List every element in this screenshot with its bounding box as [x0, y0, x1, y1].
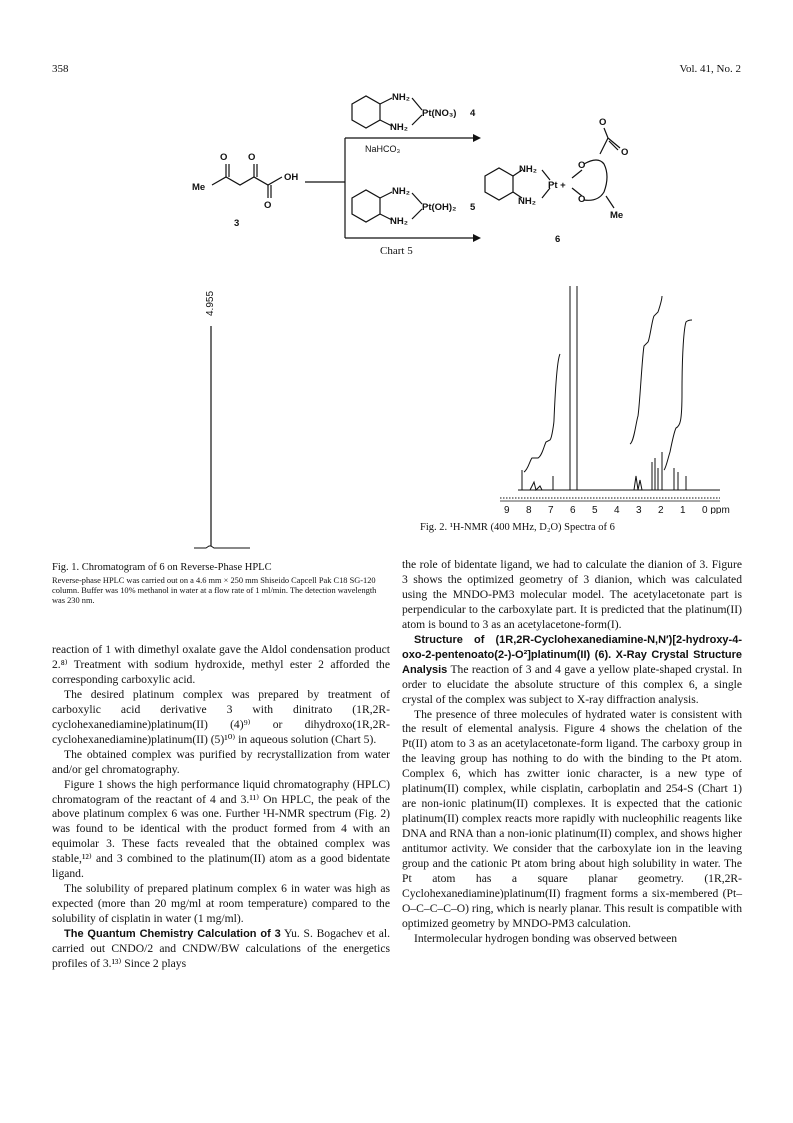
fig2-caption: Fig. 2. ¹H-NMR (400 MHz, D₂O) Spectra of 6	[420, 522, 615, 533]
chart5-caption: Chart 5	[380, 245, 413, 257]
page-number: 358	[52, 63, 69, 75]
left-paragraph-6	[52, 927, 390, 972]
reagent4-nh2-top: NH₂	[392, 92, 410, 103]
fig1-peak-label: 4.955	[205, 290, 216, 316]
chart5-scheme	[180, 80, 640, 270]
product6-nh2-top: NH₂	[519, 164, 537, 175]
journal-volume: Vol. 41, No. 2	[679, 63, 741, 75]
reagent5-nh2-top: NH₂	[392, 186, 410, 197]
atom-me-3: Me	[192, 182, 206, 193]
section-heading-structure: Structure of (1R,2R-Cyclohexanediamine-N,N′)[2-hydroxy-4-oxo-2-pentenoato(2-)-O²]platinum(II) (6). X-Ray Crystal Structure Analysis	[402, 633, 742, 676]
fig1-caption: Fig. 1. Chromatogram of 6 on Reverse-Phase HPLC	[52, 562, 272, 573]
fig2-tick-0: 0 ppm	[702, 505, 730, 514]
right-paragraph-1: the role of bidentate ligand, we had to calculate the dianion of 3. Figure 3 shows the optimized geometry of 3 dianion, which was calculated using the MNDO-PM3 molecular model. The acetylacetonate part is perpendicular to the carboxylate part. It is predicted that the platinum(II) atom is bound to 3 as an acetylacetone-form(I).	[402, 558, 742, 631]
right-paragraph-2-body: The reaction of 3 and 4 gave a yellow plate-shaped crystal. In order to elucidate the absolute structure of this complex 6, a single crystal of the complex was subject to X-ray diffraction analysis.	[402, 662, 742, 706]
atom-oh: OH	[284, 172, 299, 183]
atom-o-2: O	[248, 152, 256, 163]
product6-o-top: O	[578, 160, 586, 171]
left-paragraph-5: The solubility of prepared platinum complex 6 in water was high as expected (more than 20 mg/ml at room temperature) compared to the solubility of cisplatin in water (1 mg/ml).	[52, 882, 390, 926]
right-column-text	[402, 558, 742, 947]
fig2-tick-9: 9	[504, 505, 510, 514]
product6-o-bottom: O	[578, 194, 586, 205]
fig2-tick-5: 5	[592, 505, 598, 514]
fig2-tick-1: 1	[680, 505, 686, 514]
product6-o-carbonyl: O	[621, 147, 629, 158]
section-heading-quantum: The Quantum Chemistry Calculation of 3	[64, 928, 281, 941]
product6-nh2-bottom: NH₂	[518, 196, 536, 207]
left-paragraph-4: Figure 1 shows the high performance liquid chromatography (HPLC) chromatogram of the reactant of 4 and 3.¹¹⁾ On HPLC, the peak of the above platinum complex 6 was one. Further ¹H-NMR spectrum (Fig. 2) was found to be identical with the product formed from 4 with an equimolar 3. These facts revealed that the obtained complex was stable,¹²⁾ and 3 combined to the platinum(II) atom as a good bidentate ligand.	[52, 777, 390, 881]
left-paragraph-1: reaction of 1 with dimethyl oxalate gave the Aldol condensation product 2.⁸⁾ Treatment with sodium hydroxide, methyl ester 2 afforded the corresponding carboxylic acid.	[52, 643, 390, 686]
base-nahco3: NaHCO₃	[365, 144, 401, 154]
reagent4-number: 4	[470, 108, 476, 119]
reagent5-nh2-bottom: NH₂	[390, 216, 408, 227]
fig1-chromatogram	[192, 282, 252, 554]
reagent4-pt: Pt(NO₃)	[422, 108, 457, 119]
reagent5-pt: Pt(OH)₂	[422, 202, 457, 213]
fig2-tick-2: 2	[658, 505, 664, 514]
left-paragraph-6-body: Yu. S. Bogachev et al. carried out CNDO/2 and CNDW/BW calculations of the energetics profiles of 3.¹³⁾ Since 2 plays	[52, 927, 390, 971]
left-paragraph-3: The obtained complex was purified by recrystallization from water and/or gel chromatography.	[52, 747, 390, 776]
right-paragraph-3: The presence of three molecules of hydrated water is consistent with the result of elemental analysis. Figure 4 shows the chelation of the Pt(II) atom to 3 as an acetylacetonate-form ligand. The carboxy group in the leaving group has nothing to do with the binding to the Pt atom. Complex 6, which has zwitter ionic character, is a new type of platinum(II) complex, while cisplatin, carboplatin and 254-S (Chart 1) are non-ionic platinum(II) complexes. It is expected that the cationic platinum(II) complex reacts more rapidly with nucleophilic reagents like DNA and RNA than a non-ionic platinum(II) complex, and shows higher antitumor activity. We consider that the carboxylate ion in the leaving group and the cationic Pt atom bring about high solubility in water. The Pt atom has a square planar geometry. (1R,2R-Cyclohexanediamine)platinum(II) fragment forms a six-membered (Pt–O–C–C–C–O) ring, which is nearly planar. This result is compatible with optimized geometry by MNDO-PM3 calculation.	[402, 707, 742, 930]
atom-o-1: O	[220, 152, 228, 163]
fig2-nmr-spectrum	[420, 282, 740, 514]
fig2-tick-3: 3	[636, 505, 642, 514]
left-paragraph-2: The desired platinum complex was prepared by treatment of carboxylic acid derivative 3 with dinitrato (1R,2R-cyclohexanediamine)platinum(II) (4)⁹⁾ or dihydroxo(1R,2R-cyclohexanediamine)platinum(II) (5)¹⁰⁾ in aqueous solution (Chart 5).	[52, 687, 390, 746]
fig2-tick-8: 8	[526, 505, 532, 514]
product6-me: Me	[610, 210, 624, 221]
fig2-tick-6: 6	[570, 505, 576, 514]
fig2-tick-7: 7	[548, 505, 554, 514]
right-paragraph-4: Intermolecular hydrogen bonding was observed between	[414, 931, 678, 945]
compound-6-label: 6	[555, 234, 561, 245]
fig2-tick-4: 4	[614, 505, 620, 514]
reagent5-number: 5	[470, 202, 476, 213]
product6-o-anion: O	[599, 117, 607, 128]
compound-3-label: 3	[234, 218, 240, 229]
atom-o-3: O	[264, 200, 272, 211]
product6-pt: Pt +	[548, 180, 566, 191]
fig1-note: Reverse-phase HPLC was carried out on a 4.6 mm × 250 mm Shiseido Capcell Pak C18 SG-120 column. Buffer was 10% methanol in water at a flow rate of 1 ml/min. The detection wavelength was 230 nm.	[52, 576, 377, 605]
reagent4-nh2-bottom: NH₂	[390, 122, 408, 133]
left-column-text	[52, 643, 390, 972]
compound-3-structure	[212, 164, 282, 198]
right-paragraph-2	[402, 633, 742, 708]
